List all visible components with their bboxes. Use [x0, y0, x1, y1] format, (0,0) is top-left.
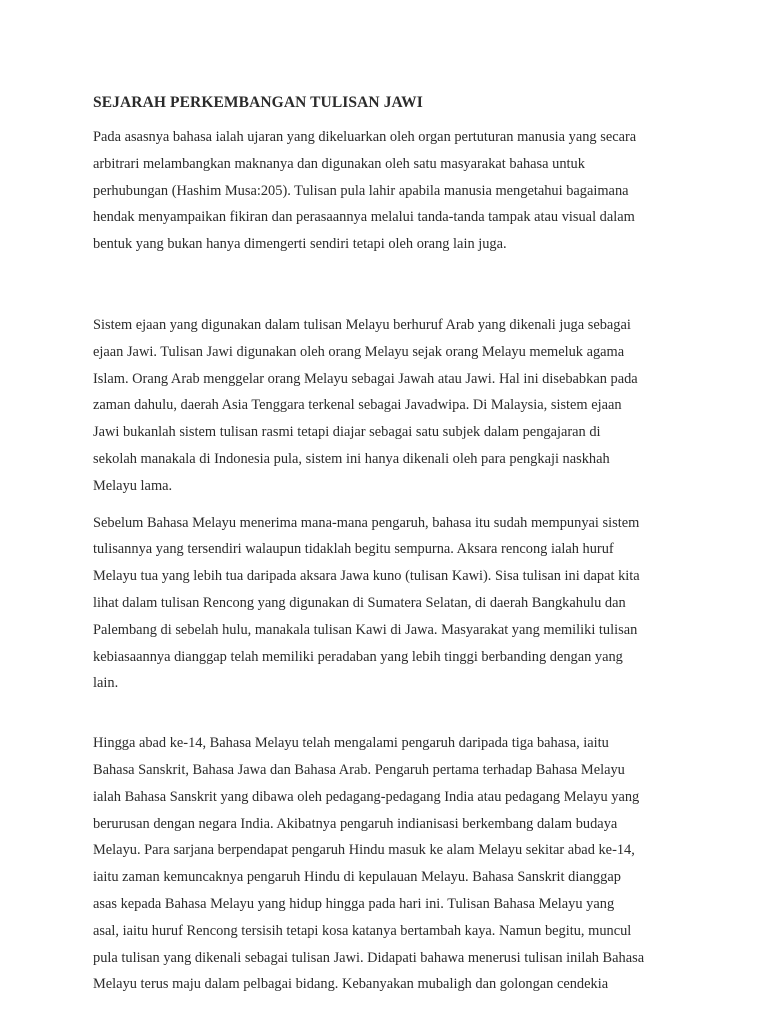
- text-line: ejaan Jawi. Tulisan Jawi digunakan oleh orang Melayu sejak orang Melayu memeluk agama: [93, 343, 625, 360]
- text-line: lain.: [93, 675, 119, 692]
- text-line: tulisannya yang tersendiri walaupun tidaklah begitu sempurna. Aksara rencong ialah huruf: [93, 541, 614, 558]
- text-line: perhubungan (Hashim Musa:205). Tulisan pula lahir apabila manusia mengetahui bagaimana: [93, 182, 629, 199]
- text-line: Hingga abad ke-14, Bahasa Melayu telah mengalami pengaruh daripada tiga bahasa, iaitu: [93, 735, 609, 752]
- text-line: ialah Bahasa Sanskrit yang dibawa oleh pedagang-pedagang India atau pedagang Melayu yang: [93, 788, 640, 805]
- text-line: bentuk yang bukan hanya dimengerti sendiri tetapi oleh orang lain juga.: [93, 236, 507, 253]
- text-line: lihat dalam tulisan Rencong yang digunakan di Sumatera Selatan, di daerah Bangkahulu dan: [93, 594, 626, 611]
- text-line: sekolah manakala di Indonesia pula, sistem ini hanya dikenali oleh para pengkaji naskhah: [93, 450, 610, 467]
- text-line: Sistem ejaan yang digunakan dalam tulisan Melayu berhuruf Arab yang dikenali juga sebagai: [93, 316, 631, 333]
- text-line: iaitu zaman kemuncaknya pengaruh Hindu di kepulauan Melayu. Bahasa Sanskrit dianggap: [93, 869, 621, 886]
- text-line: Jawi bukanlah sistem tulisan rasmi tetapi diajar sebagai satu subjek dalam pengajaran di: [93, 424, 601, 441]
- text-line: zaman dahulu, daerah Asia Tenggara terkenal sebagai Javadwipa. Di Malaysia, sistem ejaan: [93, 397, 622, 414]
- text-line: Melayu terus maju dalam pelbagai bidang. Kebanyakan mubaligh dan golongan cendekia: [93, 976, 609, 993]
- text-line: Melayu tua yang lebih tua daripada aksara Jawa kuno (tulisan Kawi). Sisa tulisan ini dapat kita: [93, 568, 640, 585]
- text-line: kebiasaannya dianggap telah memiliki peradaban yang lebih tinggi berbanding dengan yang: [93, 648, 623, 665]
- paragraph-4: [93, 730, 685, 998]
- text-line: berurusan dengan negara India. Akibatnya pengaruh indianisasi berkembang dalam budaya: [93, 815, 618, 832]
- text-line: Melayu. Para sarjana berpendapat pengaruh Hindu masuk ke alam Melayu sekitar abad ke-14,: [93, 842, 635, 859]
- paragraph-1: [93, 124, 685, 258]
- text-line: Bahasa Sanskrit, Bahasa Jawa dan Bahasa Arab. Pengaruh pertama terhadap Bahasa Melayu: [93, 761, 625, 778]
- paragraph-3: [93, 510, 685, 698]
- paragraph-2: [93, 312, 685, 500]
- text-line: Melayu lama.: [93, 477, 173, 494]
- text-line: asas kepada Bahasa Melayu yang hidup hingga pada hari ini. Tulisan Bahasa Melayu yang: [93, 895, 615, 912]
- text-line: Islam. Orang Arab menggelar orang Melayu sebagai Jawah atau Jawi. Hal ini disebabkan pada: [93, 370, 638, 387]
- text-line: Sebelum Bahasa Melayu menerima mana-mana pengaruh, bahasa itu sudah mempunyai sistem: [93, 514, 640, 531]
- text-line: pula tulisan yang dikenali sebagai tulisan Jawi. Didapati bahawa menerusi tulisan inilah Bahasa: [93, 949, 645, 966]
- text-line: Pada asasnya bahasa ialah ujaran yang dikeluarkan oleh organ pertuturan manusia yang secara: [93, 129, 637, 145]
- document-title: SEJARAH PERKEMBANGAN TULISAN JAWI: [93, 94, 423, 111]
- text-line: hendak menyampaikan fikiran dan perasaannya melalui tanda-tanda tampak atau visual dalam: [93, 209, 635, 226]
- document-body: [93, 94, 685, 998]
- text-line: arbitrari melambangkan maknanya dan digunakan oleh satu masyarakat bahasa untuk: [93, 155, 585, 172]
- text-line: asal, iaitu huruf Rencong tersisih tetapi kosa katanya bertambah kaya. Namun begitu, muncul: [93, 922, 632, 939]
- text-line: Palembang di sebelah hulu, manakala tulisan Kawi di Jawa. Masyarakat yang memiliki tulisan: [93, 621, 638, 638]
